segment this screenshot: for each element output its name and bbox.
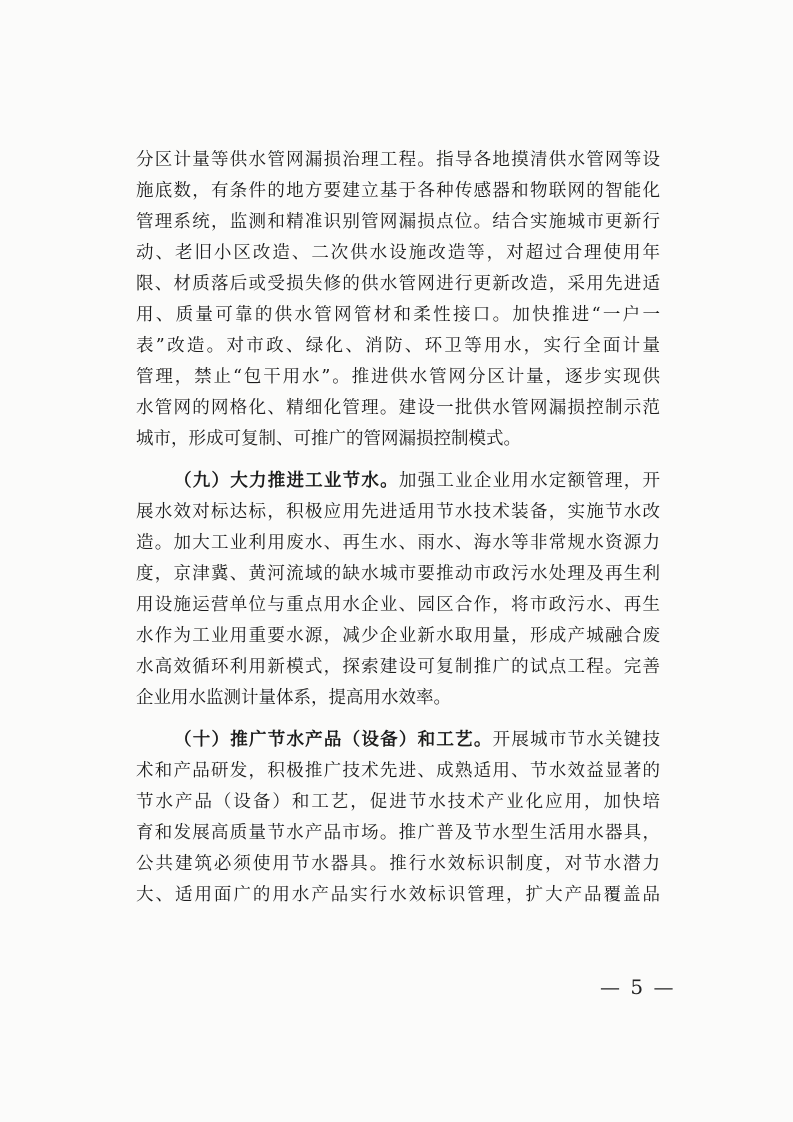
text-line: 用设施运营单位与重点用水企业、园区合作，将市政污水、再生 bbox=[136, 595, 660, 615]
text-line: 管理系统，监测和精准识别管网漏损点位。结合实施城市更新行 bbox=[136, 212, 660, 232]
text-line: 水管网的网格化、精细化管理。建设一批供水管网漏损控制示范 bbox=[136, 398, 660, 418]
document-body bbox=[136, 145, 660, 911]
text-line: 育和发展高质量节水产品市场。推广普及节水型生活用水器具， bbox=[136, 823, 660, 843]
text-line: 城市，形成可复制、可推广的管网漏损控制模式。 bbox=[136, 429, 521, 449]
text-line: 节水产品（设备）和工艺，促进节水技术产业化应用，加快培 bbox=[136, 792, 660, 812]
text-line: 用、质量可靠的供水管网管材和柔性接口。加快推进“一户一 bbox=[136, 305, 660, 325]
text-line: 分区计量等供水管网漏损治理工程。指导各地摸清供水管网等设 bbox=[136, 150, 660, 170]
text-line: 管理，禁止“包干用水”。推进供水管网分区计量，逐步实现供 bbox=[136, 367, 660, 387]
paragraph-water-saving-products bbox=[136, 725, 660, 911]
text-line: 水高效循环利用新模式，探索建设可复制推广的试点工程。完善 bbox=[136, 657, 660, 677]
text-line: 术和产品研发，积极推广技术先进、成熟适用、节水效益显著的 bbox=[136, 761, 660, 781]
paragraph-leak-control bbox=[136, 145, 660, 455]
text-line: 施底数，有条件的地方要建立基于各种传感器和物联网的智能化 bbox=[136, 181, 660, 201]
text-line: 限、材质落后或受损失修的供水管网进行更新改造，采用先进适 bbox=[136, 274, 660, 294]
heading-continuation: 开展城市节水关键技 bbox=[492, 730, 660, 750]
page-number: — 5 — bbox=[600, 975, 676, 999]
paragraph-first-line bbox=[136, 466, 660, 497]
text-line: 表”改造。对市政、绿化、消防、环卫等用水，实行全面计量 bbox=[136, 336, 660, 356]
section-heading-10: （十）推广节水产品（设备）和工艺。 bbox=[174, 730, 493, 750]
text-line: 度，京津冀、黄河流域的缺水城市要推动市政污水处理及再生利 bbox=[136, 564, 660, 584]
text-line: 水作为工业用重要水源，减少企业新水取用量，形成产城融合废 bbox=[136, 626, 660, 646]
text-line: 企业用水监测计量体系，提高用水效率。 bbox=[136, 688, 451, 708]
text-line: 展水效对标达标，积极应用先进适用节水技术装备，实施节水改 bbox=[136, 502, 660, 522]
text-line: 大、适用面广的用水产品实行水效标识管理，扩大产品覆盖品 bbox=[136, 885, 660, 905]
paragraph-industrial-water-saving bbox=[136, 466, 660, 714]
text-line: 公共建筑必须使用节水器具。推行水效标识制度，对节水潜力 bbox=[136, 854, 660, 874]
heading-continuation: 加强工业企业用水定额管理，开 bbox=[398, 471, 660, 491]
paragraph-first-line bbox=[136, 725, 660, 756]
text-line: 造。加大工业利用废水、再生水、雨水、海水等非常规水资源力 bbox=[136, 533, 660, 553]
text-line: 动、老旧小区改造、二次供水设施改造等，对超过合理使用年 bbox=[136, 243, 660, 263]
section-heading-9: （九）大力推进工业节水。 bbox=[174, 471, 399, 491]
